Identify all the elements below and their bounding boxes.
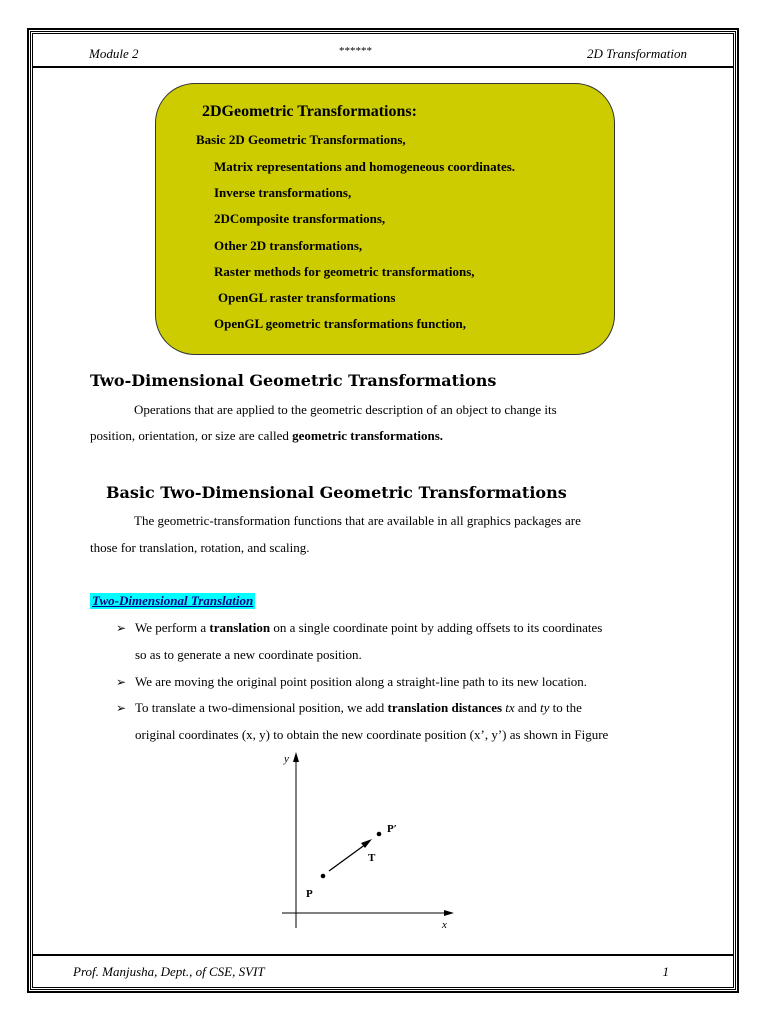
- text-run: We perform a: [135, 620, 210, 635]
- section-heading-2d-geometric: Two-Dimensional Geometric Transformations: [90, 371, 497, 390]
- footer-page-number: 1: [662, 964, 669, 979]
- italic-var: ty: [539, 700, 550, 715]
- paragraph-line: The geometric-transformation functions that are available in all graphics packages are: [134, 513, 581, 528]
- summary-item: Raster methods for geometric transformations,: [214, 264, 475, 279]
- bullet-text: [135, 620, 602, 636]
- t-label: T: [368, 852, 376, 864]
- summary-item: Other 2D transformations,: [214, 238, 363, 253]
- y-axis-label: y: [284, 753, 289, 765]
- bullet-arrow-icon: ➢: [116, 621, 127, 635]
- y-axis-arrow-icon: [293, 752, 299, 762]
- header-stars: ******: [339, 45, 372, 57]
- bold-term: translation distances: [387, 700, 503, 715]
- text-run: position, orientation, or size are called: [90, 428, 293, 443]
- paragraph-line: Operations that are applied to the geometric description of an object to change its: [134, 402, 557, 417]
- summary-item: OpenGL geometric transformations function,: [214, 316, 467, 331]
- bullet-arrow-icon: ➢: [116, 701, 127, 715]
- summary-box: [155, 83, 615, 355]
- paragraph-line: [90, 428, 443, 444]
- p-label: P: [306, 888, 313, 900]
- bullet-arrow-icon: ➢: [116, 675, 127, 689]
- bullet-text: [135, 700, 582, 716]
- text-run: to the: [549, 700, 582, 715]
- bold-term: translation: [209, 620, 271, 635]
- header-topic: 2D Transformation: [586, 46, 687, 61]
- summary-item: Matrix representations and homogeneous coordinates.: [214, 159, 516, 174]
- bold-term: geometric transformations.: [292, 428, 444, 443]
- bullet-text-continued: original coordinates (x, y) to obtain the new coordinate position (x’, y’) as shown in Figure: [135, 727, 609, 742]
- page-header: [33, 40, 733, 68]
- subsection-heading-translation: Two-Dimensional Translation: [92, 593, 254, 608]
- point-p: [321, 874, 326, 879]
- summary-item: 2DComposite transformations,: [214, 211, 386, 226]
- footer-author: Prof. Manjusha, Dept., of CSE, SVIT: [73, 964, 265, 979]
- summary-item: OpenGL raster transformations: [218, 290, 396, 305]
- x-axis-label: x: [442, 919, 447, 931]
- translation-vector: [329, 844, 366, 871]
- translation-figure: [276, 748, 466, 938]
- text-run: on a single coordinate point by adding offsets to its coordinates: [270, 620, 603, 635]
- bullet-text-continued: so as to generate a new coordinate position.: [135, 647, 362, 662]
- paragraph-line: those for translation, rotation, and scaling.: [90, 540, 310, 555]
- summary-title: 2DGeometric Transformations:: [202, 103, 417, 120]
- page-footer: [33, 954, 733, 986]
- p-prime-label: P′: [387, 823, 397, 835]
- point-p-prime: [377, 832, 382, 837]
- bullet-text: We are moving the original point position along a straight-line path to its new location.: [135, 674, 588, 689]
- italic-var: tx: [505, 700, 515, 715]
- x-axis-arrow-icon: [444, 910, 454, 916]
- text-run: and: [514, 700, 540, 715]
- summary-item: Inverse transformations,: [214, 185, 352, 200]
- header-module: Module 2: [89, 46, 139, 61]
- text-run: To translate a two-dimensional position, we add: [135, 700, 388, 715]
- section-heading-basic-2d: Basic Two-Dimensional Geometric Transformations: [106, 483, 567, 502]
- summary-item: Basic 2D Geometric Transformations,: [196, 132, 406, 147]
